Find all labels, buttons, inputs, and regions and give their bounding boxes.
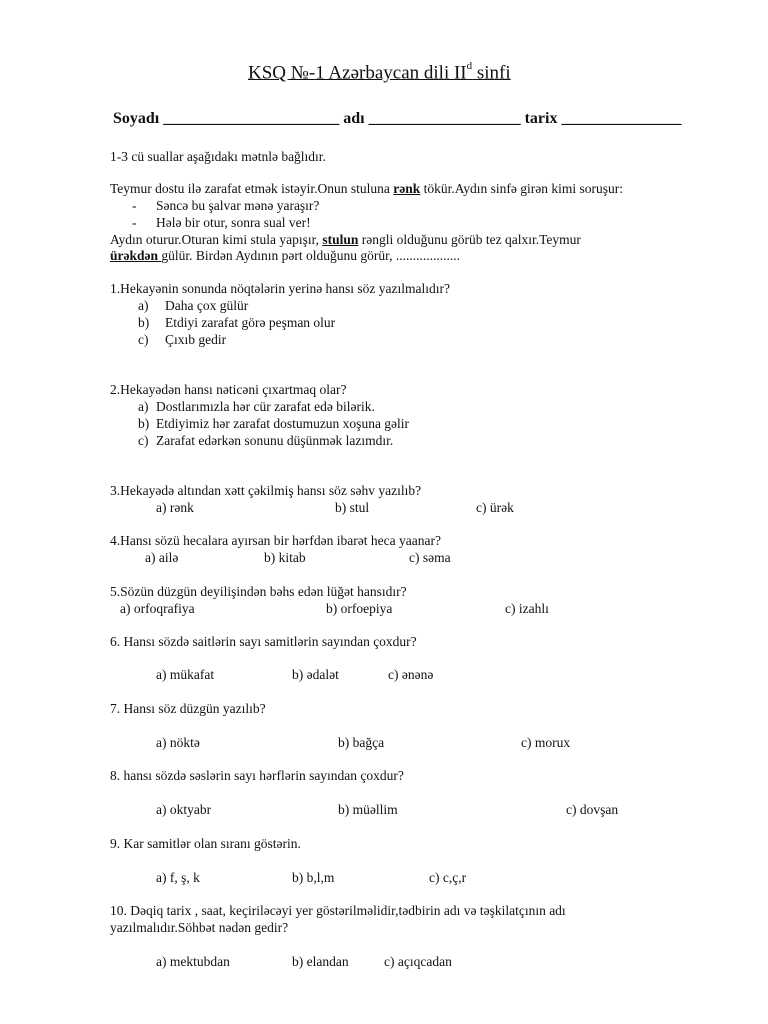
q6-option-a: a) mükafat (156, 667, 215, 682)
q3-option-a: a) rənk (156, 500, 194, 515)
q9-option-c: c) c,ç,r (429, 870, 467, 885)
question-9: 9. Kar samitlər olan sıranı göstərin. (110, 836, 301, 851)
q3-option-b: b) stul (335, 500, 370, 515)
q10-option-c: c) açıqcadan (384, 954, 452, 969)
question-1: 1.Hekayənin sonunda nöqtələrin yerinə hansı söz yazılmalıdır? (110, 281, 451, 296)
q2-option-b: Etdiyimiz hər zarafat dostumuzun xoşuna gəlir (156, 416, 410, 431)
q1-option-b: Etdiyi zarafat görə peşman olur (165, 315, 336, 330)
story-line-1: Teymur dostu ilə zarafat etmək istəyir.Onun stuluna rənk tökür.Aydın sinfə girən kimi soruşur: (110, 181, 623, 196)
q1-option-b-label: b) (138, 315, 150, 330)
question-8: 8. hansı sözdə səslərin sayı hərflərin sayından çoxdur? (110, 768, 404, 783)
q5-option-a: a) orfoqrafiya (120, 601, 195, 616)
q4-option-b: b) kitab (264, 550, 306, 565)
q8-option-b: b) müəllim (338, 802, 398, 817)
q2-option-a-label: a) (138, 399, 149, 414)
question-6: 6. Hansı sözdə saitlərin sayı samitlərin sayından çoxdur? (110, 634, 417, 649)
q1-option-c-label: c) (138, 332, 149, 347)
q2-option-b-label: b) (138, 416, 150, 431)
dialogue-line-1: Səncə bu şalvar mənə yaraşır? (156, 198, 320, 213)
q1-option-a-label: a) (138, 298, 149, 313)
q4-option-a: a) ailə (145, 550, 179, 565)
q8-option-a: a) oktyabr (156, 802, 212, 817)
q7-option-c: c) morux (521, 735, 571, 750)
story-line-5: ürəkdən gülür. Birdən Aydının pərt olduğunu görür, ................... (110, 248, 460, 263)
story-line-4: Aydın oturur.Oturan kimi stula yapışır, stulun rəngli olduğunu görüb tez qalxır.Teymur (110, 232, 581, 247)
q10-option-a: a) mektubdan (156, 954, 230, 969)
q1-option-c: Çıxıb gedir (165, 332, 227, 347)
dialogue-line-2: Hələ bir otur, sonra sual ver! (156, 215, 311, 230)
q2-option-c-label: c) (138, 433, 149, 448)
q2-option-c: Zarafat edərkən sonunu düşünmək lazımdır. (156, 433, 394, 448)
q1-option-a: Daha çox gülür (165, 298, 249, 313)
q7-option-a: a) nöktə (156, 735, 200, 750)
intro-text: 1-3 cü suallar aşağıdakı mətnlə bağlıdır. (110, 149, 326, 164)
question-7: 7. Hansı söz düzgün yazılıb? (110, 701, 266, 716)
q7-option-b: b) bağça (338, 735, 385, 750)
q2-option-a: Dostlarımızla hər cür zarafat edə bilərik. (156, 399, 375, 414)
question-3: 3.Hekayədə altından xətt çəkilmiş hansı söz səhv yazılıb? (110, 483, 422, 498)
underlined-word-urekden: ürəkdən (110, 248, 162, 263)
q9-option-b: b) b,l,m (292, 870, 335, 885)
dialogue-dash-1: - (132, 198, 137, 213)
question-4: 4.Hansı sözü hecalara ayırsan bir hərfdən ibarət heca yaanar? (110, 533, 441, 548)
underlined-word-stulun: stulun (322, 232, 359, 247)
q9-option-a: a) f, ş, k (156, 870, 200, 885)
q5-option-c: c) izahlı (505, 601, 549, 616)
q6-option-b: b) ədalət (292, 667, 339, 682)
page-title: KSQ №-1 Azərbaycan dili $II^d$ sinfi (248, 60, 511, 84)
q3-option-c: c) ürək (476, 500, 514, 515)
question-10-line-1: 10. Dəqiq tarix , saat, keçiriləcəyi yer göstərilməlidir,tədbirin adı və təşkilatçının adı (110, 903, 566, 918)
question-2: 2.Hekayədən hansı nəticəni çıxartmaq olar? (110, 382, 347, 397)
q8-option-c: c) dovşan (566, 802, 619, 817)
q6-option-c: c) ənənə (388, 667, 434, 682)
q4-option-c: c) səma (409, 550, 451, 565)
underlined-word-renk: rənk (393, 181, 421, 196)
student-info-fields: Soyadı ______________________ adı ___________________ tarix _______________ (113, 110, 682, 127)
dialogue-dash-2: - (132, 215, 137, 230)
title-superscript: d (466, 60, 473, 72)
q10-option-b: b) elandan (292, 954, 349, 969)
question-5: 5.Sözün düzgün deyilişindən bəhs edən lüğət hansıdır? (110, 584, 407, 599)
q5-option-b: b) orfoepiya (326, 601, 393, 616)
question-10-line-2: yazılmalıdır.Söhbət nədən gedir? (110, 920, 289, 935)
